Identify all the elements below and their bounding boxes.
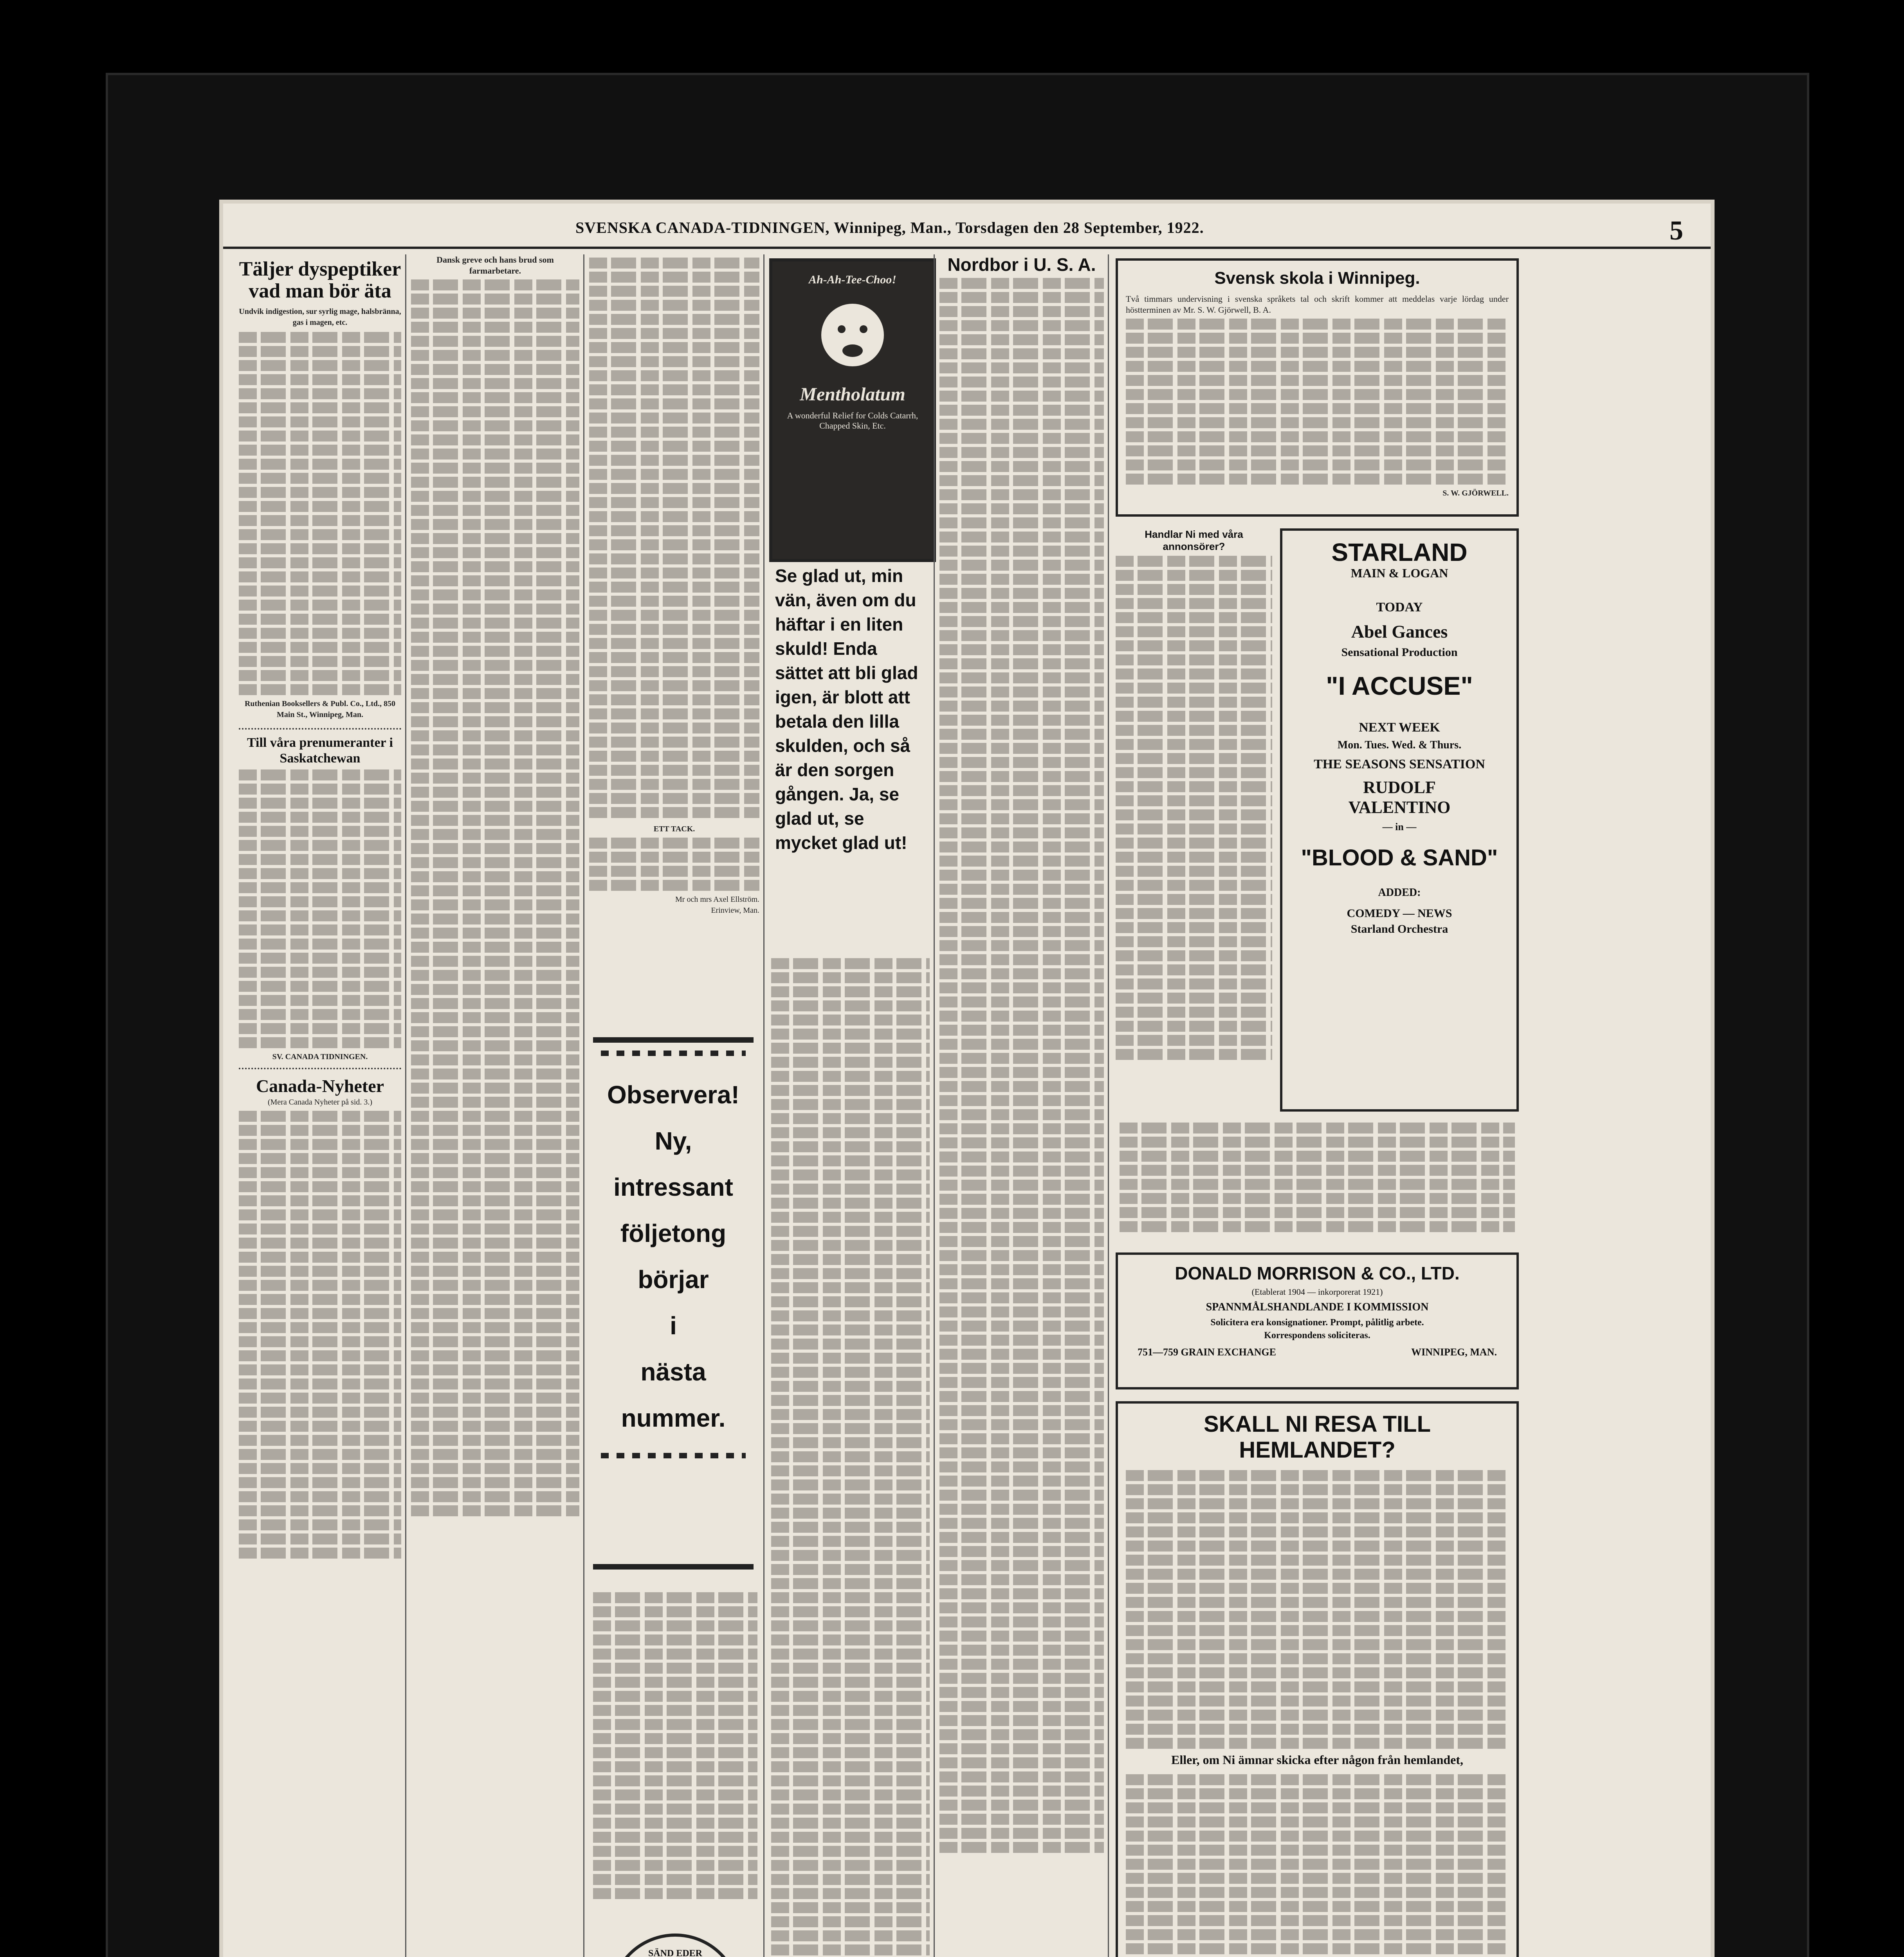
skola-box [1116,258,1519,517]
headline-nordbor: Nordbor i U. S. A. [947,254,1096,275]
observera-line-8: nummer. [621,1404,726,1432]
morrison-name: DONALD MORRISON & CO., LTD. [1175,1263,1460,1283]
observera-line-4: följetong [620,1219,727,1247]
thanks-signature: Mr och mrs Axel Ellström. [675,895,759,904]
starland-sensational: Sensational Production [1341,646,1458,659]
column-1 [239,254,401,1957]
mentholatum-tagline: A wonderful Relief for Colds Catarrh, Chapped Skin, Etc. [787,411,918,431]
morrison-city: WINNIPEG, MAN. [1411,1346,1497,1358]
dahl-text-1 [1126,1467,1509,1749]
gift-ad [609,1934,742,1957]
column-3-text [589,258,759,818]
notice-box [239,728,401,1069]
starland-ad [1280,528,1519,1112]
news-subtitle: (Mera Canada Nyheter på sid. 3.) [267,1098,373,1106]
starland-extras: COMEDY — NEWS [1347,907,1452,920]
morrison-est: (Etablerat 1904 — inkorporerat 1921) [1251,1287,1383,1297]
valentino-note [1120,1119,1515,1245]
page-number: 5 [1670,216,1683,246]
starland-film1: "I ACCUSE" [1326,671,1473,700]
column-2-text [411,279,579,1516]
morrison-line1: Solicitera era konsignationer. Prompt, pålitlig arbete. [1210,1317,1424,1328]
dahl-ad [1116,1401,1519,1957]
dahl-text-2 [1126,1771,1509,1957]
morrison-trade: SPANNMÅLSHANDLANDE I KOMMISSION [1206,1301,1429,1313]
mentholatum-slogan: Ah-Ah-Tee-Choo! [809,273,896,286]
headline-dyspeptiker: Täljer dyspeptiker vad man bör äta [239,258,401,302]
nordbor-text [939,278,1104,1853]
headline-skola: Svensk skola i Winnipeg. [1214,269,1420,288]
notice-title: Till våra prenumeranter i Saskatchewan [247,735,393,766]
sneezing-face-icon [813,296,892,374]
gift-circle [609,1934,741,1957]
article-signature: Ruthenian Booksellers & Publ. Co., Ltd., 850 Main St., Winnipeg, Man. [244,699,396,719]
starland-film2: "BLOOD & SAND" [1301,845,1498,870]
starland-today: TODAY [1376,600,1423,614]
observera-line-5: börjar [638,1265,709,1294]
observera-line-7: nästa [640,1358,706,1386]
column-4-text [771,955,930,1957]
morrison-line2: Korrespondens soliciteras. [1264,1330,1370,1341]
mentholatum-ad [769,258,936,562]
dahl-subhead: Eller, om Ni ämnar skicka efter någon från hemlandet, [1171,1753,1464,1767]
gift-top: SÄND EDER [648,1948,703,1957]
skola-intro: Två timmars undervisning i svenska språkets tal och skrift kommer att meddelas varje lördag under höstterminen av Mr. S. W. Gjörwell, B. A. [1126,294,1509,315]
article-text [239,332,401,695]
column-3-lower-text [593,1589,757,1910]
starland-name: STARLAND [1331,538,1468,566]
observera-line-1: Observera! [607,1081,739,1109]
starland-in: — in — [1382,821,1417,833]
starland-days: Mon. Tues. Wed. & Thurs. [1337,739,1462,751]
deck-dyspeptiker: Undvik indigestion, sur syrlig mage, halsbränna, gas i magen, etc. [239,307,401,327]
starland-director: Abel Gances [1351,622,1448,642]
masthead-title: SVENSKA CANADA-TIDNINGEN, Winnipeg, Man., Torsdagen den 28 September, 1922. [575,219,1204,236]
observera-line-3: intressant [613,1173,733,1201]
thanks-place: Erinview, Man. [711,906,759,915]
headline-dansk-greve: Dansk greve och hans brud som farmarbetare. [436,255,554,276]
handlar-article [1116,528,1272,1096]
thanks-title: ETT TACK. [653,825,695,833]
observera-line-6: i [670,1312,677,1340]
morrison-ad [1116,1252,1519,1389]
starland-orchestra: Starland Orchestra [1350,923,1448,935]
skola-signature: S. W. GJÖRWELL. [1442,489,1509,497]
headline-handlar: Handlar Ni med våra annonsörer? [1145,528,1243,552]
starland-star: RUDOLF VALENTINO [1348,778,1451,817]
se-glad-text: Se glad ut, min vän, även om du häftar i en liten skuld! Enda sättet att bli glad igen, är blott att betala den lilla skulden, och så är den sorgen gången. Ja, se glad ut, se mycket glad ut! [775,566,918,853]
newspaper-page [223,204,1711,1957]
news-text [239,1111,401,1559]
morrison-address: 751—759 GRAIN EXCHANGE [1138,1346,1276,1358]
starland-address: MAIN & LOGAN [1350,566,1448,580]
notice-signoff: SV. CANADA TIDNINGEN. [272,1052,368,1061]
news-title: Canada-Nyheter [256,1076,384,1096]
column-5 [939,254,1104,1957]
starland-added: ADDED: [1378,887,1421,899]
headline-dahl: SKALL NI RESA TILL HEMLANDET? [1204,1411,1431,1463]
observera-line-2: Ny, [654,1127,692,1155]
masthead [223,215,1711,249]
column-2 [411,254,579,1957]
observera-box [593,1037,754,1570]
starland-next: NEXT WEEK [1359,720,1440,735]
starland-season: THE SEASONS SENSATION [1314,757,1485,771]
mentholatum-brand: Mentholatum [800,384,905,405]
